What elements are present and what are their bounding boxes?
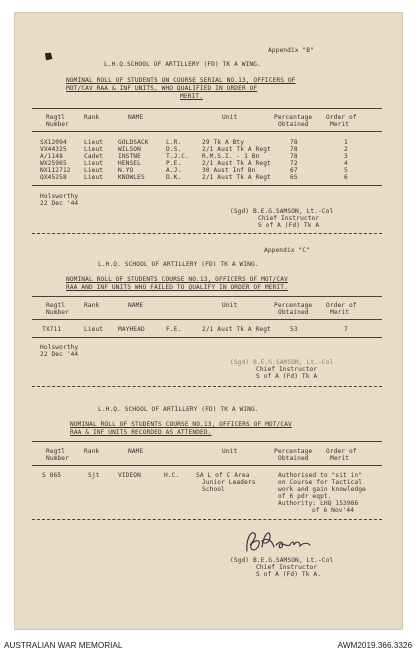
- appendix-c-table-bottom-rule: [32, 337, 382, 338]
- cell-note-line-5: Authority: LHQ 153986: [278, 500, 359, 507]
- cell-unit: 2/1 Aust Tk A Regt: [202, 160, 271, 167]
- appendix-d-table-top-rule: [32, 441, 382, 442]
- cell-percentage: 53: [290, 326, 298, 333]
- appendix-c-signature-title: Chief Instructor: [256, 366, 318, 373]
- header-unit: Unit: [222, 448, 238, 455]
- header-percentage: Percentage: [274, 114, 313, 121]
- cell-note-line-2: on Course for Tactical: [278, 479, 363, 486]
- appendix-d-table-bottom-rule: [32, 519, 382, 520]
- cell-unit-line-2: Junior Leaders: [202, 479, 256, 486]
- header-merit: Merit: [330, 309, 350, 316]
- cell-percentage: 65: [290, 174, 298, 181]
- cell-initials: P.E.: [166, 160, 182, 167]
- appendix-c-school: L.H.Q. SCHOOL OF ARTILLERY (FD) TK A WING.: [98, 261, 259, 268]
- appendix-b-signature-line: (Sgd) B.E.G.SAMSON, Lt.-Col: [230, 208, 334, 215]
- header-merit: Merit: [330, 121, 350, 128]
- cell-unit-line-1: SA L of C Area: [196, 472, 250, 479]
- cell-rank: Cadet: [84, 153, 104, 160]
- appendix-d-signature-title: Chief Instructor: [256, 564, 318, 571]
- appendix-c-title-line-2: RAA AND INF UNITS WHO FAILED TO QUALIFY IN ORDER OF MERIT.: [66, 284, 288, 291]
- cell-number: WX25965: [40, 160, 67, 167]
- header-order-of: Order of: [326, 448, 357, 455]
- appendix-c-date: 22 Dec '44: [40, 351, 79, 358]
- appendix-b-school: L.H.Q.SCHOOL OF ARTILLERY (FD) TK A WING.: [104, 61, 261, 68]
- section-divider: [32, 386, 382, 387]
- cell-rank: Sjt: [88, 472, 100, 479]
- cell-rank: Lieut: [84, 139, 104, 146]
- header-percentage: Percentage: [274, 448, 313, 455]
- header-regtl: Regtl: [46, 302, 66, 309]
- cell-merit: 7: [344, 326, 348, 333]
- header-obtained: Obtained: [278, 309, 309, 316]
- cell-unit-line-3: School: [202, 486, 225, 493]
- appendix-b-table-bottom-rule: [32, 185, 382, 186]
- cell-unit: 2/1 Aust Tk A Regt: [202, 174, 271, 181]
- cell-surname: N.YO: [118, 167, 134, 174]
- cell-number: NX112712: [40, 167, 71, 174]
- cell-percentage: 78: [290, 139, 298, 146]
- cell-merit: 3: [344, 153, 348, 160]
- cell-percentage: 67: [290, 167, 298, 174]
- cell-initials: T.J.C.: [166, 153, 189, 160]
- section-divider: [32, 233, 382, 234]
- appendix-c-label: Appendix "C": [264, 247, 310, 254]
- header-merit: Merit: [330, 455, 350, 462]
- cell-initials: F.E.: [166, 326, 182, 333]
- cell-surname: KNOWLES: [118, 174, 145, 181]
- appendix-c-title-line-1: NOMINAL ROLL OF STUDENTS COURSE NO.13, OFFICERS OF MOT/CAV: [66, 276, 288, 283]
- appendix-c-signature-line: (Sgd) B.E.G.SAMSON, Lt.-Col: [230, 359, 334, 366]
- header-regtl: Regtl: [46, 448, 66, 455]
- appendix-b-header-rule: [32, 131, 382, 132]
- appendix-d-signature-unit: S of A (Fd) Tk A.: [256, 571, 322, 578]
- cell-rank: Lieut: [84, 160, 104, 167]
- appendix-c-table-top-rule: [32, 296, 382, 297]
- cell-initials: D.K.: [166, 174, 182, 181]
- cell-percentage: 78: [290, 153, 298, 160]
- cell-rank: Lieut: [84, 174, 104, 181]
- header-percentage: Percentage: [274, 302, 313, 309]
- cell-percentage: 78: [290, 146, 298, 153]
- cell-number: TX711: [42, 326, 62, 333]
- cell-initials: H.C.: [164, 472, 180, 479]
- header-order-of: Order of: [326, 114, 357, 121]
- cell-unit: R.M.S.I. - 1 Bn: [202, 153, 260, 160]
- cell-surname: WILSON: [118, 146, 141, 153]
- cell-initials: D.S.: [166, 146, 182, 153]
- cell-surname: GOLDSACK: [118, 139, 149, 146]
- appendix-c-signature-unit: S of A (Fd) Tk A: [256, 373, 318, 380]
- cell-number: S 865: [42, 472, 62, 479]
- appendix-c-place: Holsworthy: [40, 344, 79, 351]
- header-number: Number: [46, 309, 69, 316]
- header-name: NAME: [128, 302, 144, 309]
- header-name: NAME: [128, 114, 144, 121]
- cell-number: A/1148: [40, 153, 63, 160]
- appendix-b-date: 22 Dec '44: [40, 200, 79, 207]
- appendix-b-place: Holsworthy: [40, 193, 79, 200]
- header-unit: Unit: [222, 302, 238, 309]
- header-order-of: Order of: [326, 302, 357, 309]
- cell-percentage: 72: [290, 160, 298, 167]
- appendix-c-header-rule: [32, 319, 382, 320]
- cell-surname: MAYHEAD: [118, 326, 145, 333]
- cell-note-line-6: of 6 Nov'44: [312, 507, 355, 514]
- header-rank: Rank: [84, 448, 100, 455]
- appendix-b-signature-unit: S of A (Fd) Tk A: [258, 222, 320, 229]
- cell-unit: 29 Tk A Bty: [202, 139, 245, 146]
- appendix-b-title-line-1: NOMINAL ROLL OF STUDENTS ON COURSE SERIAL NO.13, OFFICERS OF: [66, 77, 296, 84]
- header-obtained: Obtained: [278, 455, 309, 462]
- cell-number: VX44325: [40, 146, 67, 153]
- handwritten-signature: [244, 527, 314, 555]
- cell-surname: VIDEON: [118, 472, 141, 479]
- appendix-d-header-rule: [32, 465, 382, 466]
- appendix-d-title-line-1: NOMINAL ROLL OF STUDENTS COURSE NO.13, OFFICERS OF MOT/CAV: [70, 421, 292, 428]
- header-rank: Rank: [84, 302, 100, 309]
- document-page: [14, 12, 403, 630]
- footer-catalogue-number: AWM2019.366.3326: [337, 641, 412, 650]
- cell-number: SX12094: [40, 139, 67, 146]
- appendix-d-signature-line: (Sgd) B.E.G.SAMSON, Lt.-Col: [230, 557, 334, 564]
- appendix-b-title-line-3: MERIT.: [180, 93, 203, 100]
- cell-unit: 2/1 Aust Tk A Regt: [202, 326, 271, 333]
- header-rank: Rank: [84, 114, 100, 121]
- header-obtained: Obtained: [278, 121, 309, 128]
- header-name: NAME: [128, 448, 144, 455]
- cell-merit: 5: [344, 167, 348, 174]
- cell-merit: 2: [344, 146, 348, 153]
- cell-note-line-1: Authorised to "sit in": [278, 472, 363, 479]
- cell-note-line-3: work and gain knowledge: [278, 486, 366, 493]
- appendix-b-table-top-rule: [32, 108, 382, 109]
- appendix-b-label: Appendix "B": [268, 47, 314, 54]
- cell-surname: HENSEL: [118, 160, 141, 167]
- cell-merit: 1: [344, 139, 348, 146]
- cell-initials: L.R.: [166, 139, 182, 146]
- cell-surname: INSTNE: [118, 153, 141, 160]
- cell-number: QX45258: [40, 174, 67, 181]
- cell-merit: 6: [344, 174, 348, 181]
- header-unit: Unit: [222, 114, 238, 121]
- cell-note-line-4: of 6 pdr eqpt.: [278, 493, 332, 500]
- header-number: Number: [46, 455, 69, 462]
- cell-rank: Lieut: [84, 326, 104, 333]
- cell-merit: 4: [344, 160, 348, 167]
- appendix-b-signature-title: Chief Instructor: [258, 215, 320, 222]
- cell-unit: 2/1 Aust Tk A Regt: [202, 146, 271, 153]
- archive-footer: [0, 638, 416, 653]
- footer-institution: AUSTRALIAN WAR MEMORIAL: [4, 641, 123, 650]
- cell-unit: 30 Aust Inf Bn: [202, 167, 256, 174]
- header-regtl: Regtl: [46, 114, 66, 121]
- appendix-d-title-line-2: RAA & INF UNITS RECORDED AS ATTENDED.: [70, 429, 212, 436]
- header-number: Number: [46, 121, 69, 128]
- appendix-b-title-line-2: MOT/CAV RAA & INF UNITS, WHO QUALIFIED IN ORDER OF: [66, 85, 258, 92]
- cell-rank: Lieut: [84, 167, 104, 174]
- cell-rank: Lieut: [84, 146, 104, 153]
- cell-initials: A.J.: [166, 167, 182, 174]
- appendix-d-school: L.H.Q. SCHOOL OF ARTILLERY (FD) TK A WING.: [98, 406, 259, 413]
